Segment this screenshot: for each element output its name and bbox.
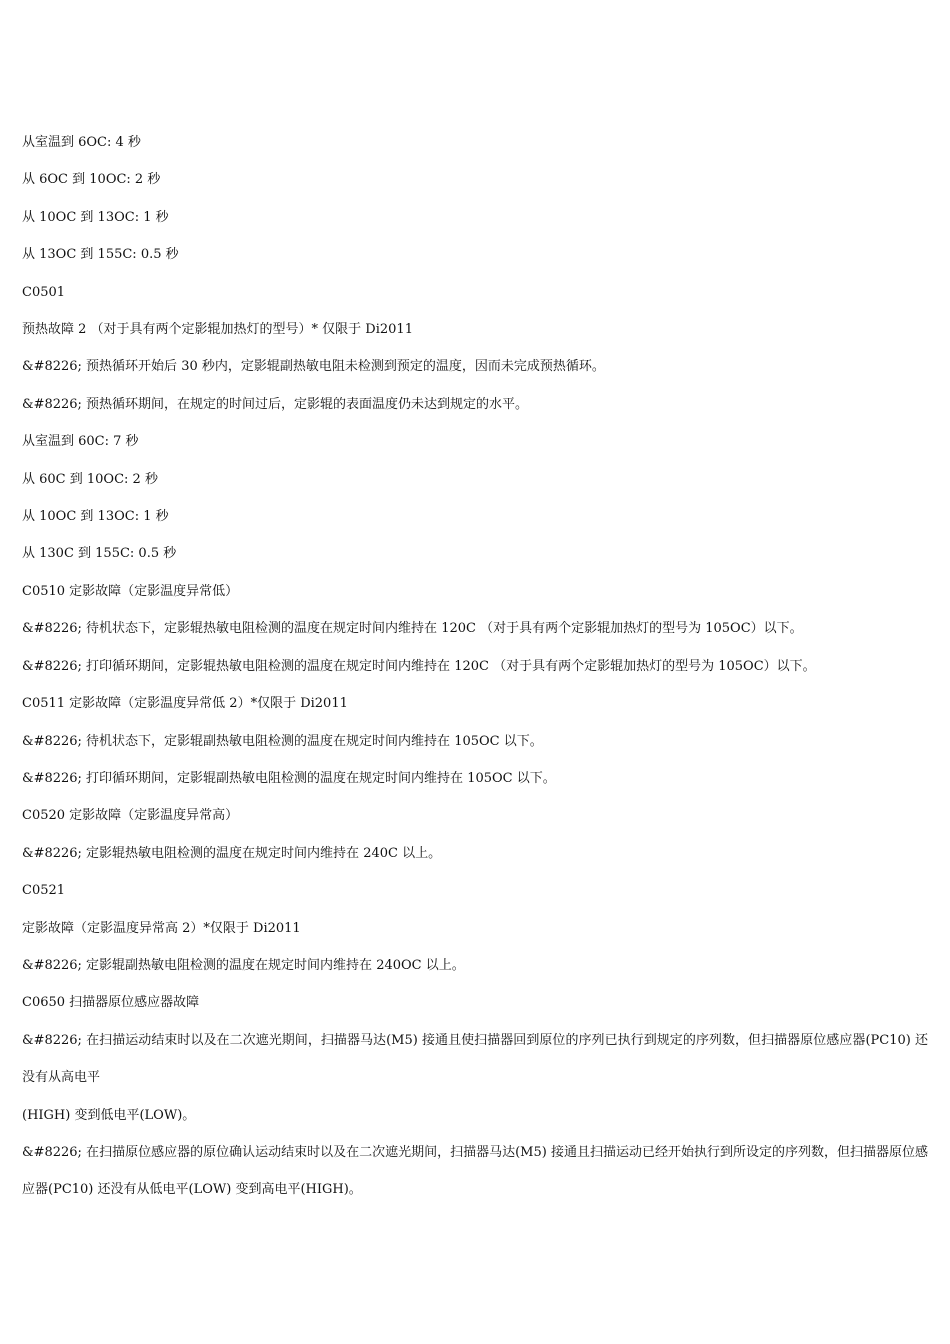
error-title: C0520 定影故障（定影温度异常高）	[22, 808, 239, 824]
text-line: 从 6OC 到 10OC: 2 秒	[22, 172, 161, 188]
error-title: C0510 定影故障（定影温度异常低）	[22, 583, 239, 599]
text-line: 从 13OC 到 155C: 0.5 秒	[22, 247, 179, 263]
error-title: 定影故障（定影温度异常高 2）*仅限于 Di2011	[22, 920, 301, 936]
text-line: (HIGH) 变到低电平(LOW)。	[22, 1107, 196, 1123]
bullet-item: &#8226; 打印循环期间，定影辊副热敏电阻检测的温度在规定时间内维持在 105OC 以下。	[22, 770, 556, 786]
document-body	[22, 124, 928, 1209]
text-line: 从 130C 到 155C: 0.5 秒	[22, 546, 177, 562]
bullet-paragraph: &#8226; 在扫描运动结束时以及在二次遮光期间，扫描器马达(M5) 接通且使扫描器回到原位的序列已执行到规定的序列数，但扫描器原位感应器(PC10) 还没有从高电平	[22, 1032, 928, 1086]
error-code: C0521	[22, 883, 66, 899]
bullet-item: &#8226; 待机状态下，定影辊热敏电阻检测的温度在规定时间内维持在 120C （对于具有两个定影辊加热灯的型号为 105OC）以下。	[22, 621, 803, 637]
text-line: 从室温到 60C: 7 秒	[22, 434, 139, 450]
bullet-item: &#8226; 待机状态下，定影辊副热敏电阻检测的温度在规定时间内维持在 105OC 以下。	[22, 733, 543, 749]
error-title: 预热故障 2 （对于具有两个定影辊加热灯的型号）* 仅限于 Di2011	[22, 322, 413, 338]
error-title: C0650 扫描器原位感应器故障	[22, 995, 200, 1011]
text-line: 从室温到 6OC: 4 秒	[22, 135, 141, 150]
bullet-item: &#8226; 打印循环期间，定影辊热敏电阻检测的温度在规定时间内维持在 120C （对于具有两个定影辊加热灯的型号为 105OC）以下。	[22, 658, 816, 674]
text-line: 从 10OC 到 13OC: 1 秒	[22, 509, 169, 525]
bullet-item: &#8226; 定影辊热敏电阻检测的温度在规定时间内维持在 240C 以上。	[22, 845, 442, 861]
bullet-paragraph: &#8226; 在扫描原位感应器的原位确认运动结束时以及在二次遮光期间，扫描器马达(M5) 接通且扫描运动已经开始执行到所设定的序列数，但扫描器原位感应器(PC10) 还没有从低电平(LOW) 变到高电平(HIGH)。	[22, 1144, 928, 1198]
text-line: 从 10OC 到 13OC: 1 秒	[22, 209, 169, 225]
error-title: C0511 定影故障（定影温度异常低 2）*仅限于 Di2011	[22, 696, 348, 712]
error-code: C0501	[22, 284, 66, 300]
text-line: 从 60C 到 10OC: 2 秒	[22, 471, 158, 487]
bullet-item: &#8226; 定影辊副热敏电阻检测的温度在规定时间内维持在 240OC 以上。	[22, 957, 465, 973]
bullet-item: &#8226; 预热循环期间，在规定的时间过后，定影辊的表面温度仍未达到规定的水平。	[22, 396, 529, 412]
bullet-item: &#8226; 预热循环开始后 30 秒内，定影辊副热敏电阻未检测到预定的温度，因而未完成预热循环。	[22, 359, 605, 375]
